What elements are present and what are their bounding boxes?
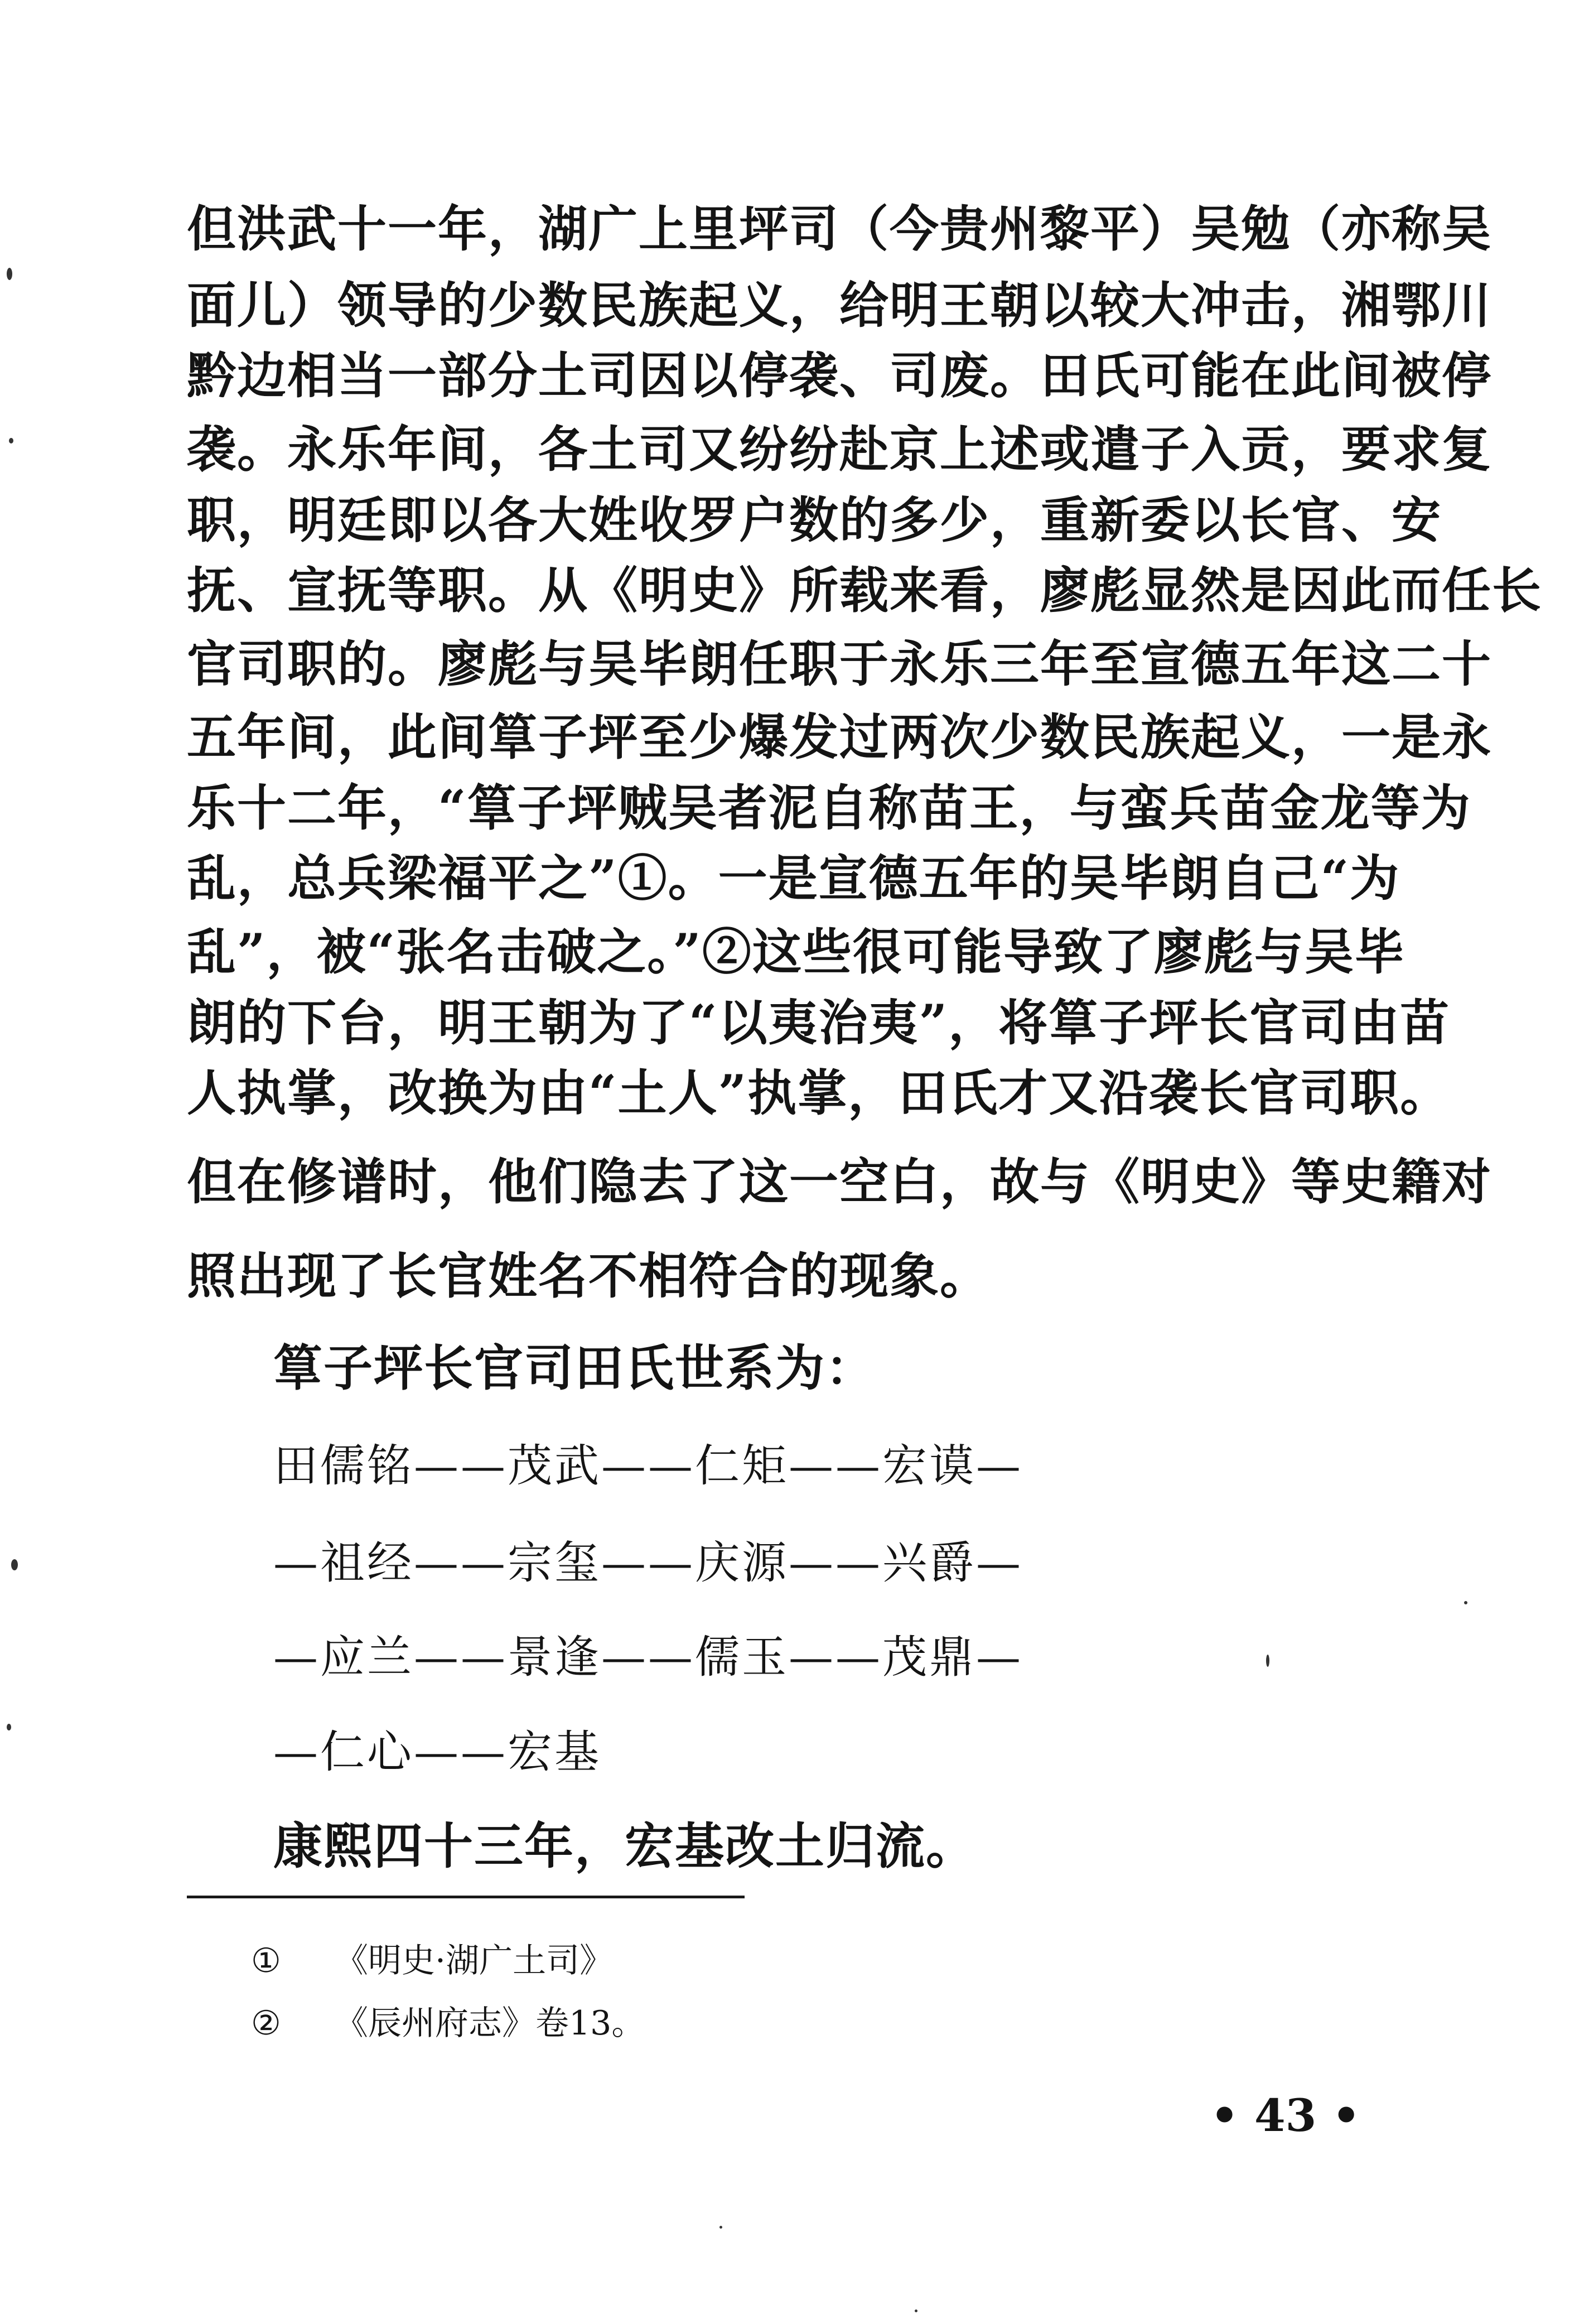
body-line: 乱”，被“张名击破之。”②这些很可能导致了廖彪与吴毕 (187, 923, 1405, 981)
body-line: 人执掌，改换为由“土人”执掌，田氏才又沿袭长官司职。 (187, 1064, 1451, 1122)
lineage-line: —祖经——宗玺——庆源——兴爵— (273, 1537, 1023, 1589)
body-line: 黔边相当一部分土司因以停袭、司废。田氏可能在此间被停 (187, 346, 1493, 404)
scan-speck (11, 1559, 18, 1570)
body-line: 照出现了长官姓名不相符合的现象。 (187, 1247, 991, 1305)
scan-speck (719, 2226, 722, 2229)
body-line: 官司职的。廖彪与吴毕朗任职于永乐三年至宣德五年这二十 (187, 635, 1493, 693)
scan-speck (7, 1724, 11, 1730)
body-line: 朗的下台，明王朝为了“以夷治夷”，将筸子坪长官司由苗 (187, 994, 1451, 1052)
body-line: 袭。永乐年间，各土司又纷纷赴京上述或遣子入贡，要求复 (187, 420, 1493, 478)
footnote-1-mark: ① (251, 1941, 281, 1980)
footnote-2 (251, 2001, 645, 2046)
body-line: 乱，总兵梁福平之”①。一是宣德五年的吴毕朗自己“为 (187, 849, 1400, 907)
footnote-1 (251, 1939, 613, 1983)
scan-speck (1464, 1601, 1467, 1604)
body-line: 抚、宣抚等职。从《明史》所载来看，廖彪显然是因此而任长 (187, 561, 1543, 619)
lineage-line: —仁心——宏基 (273, 1726, 601, 1778)
closing-line: 康熙四十三年，宏基改土归流。 (273, 1817, 977, 1875)
lineage-intro: 筸子坪长官司田氏世系为： (273, 1339, 876, 1397)
scan-speck (9, 438, 13, 443)
body-line: 乐十二年，“筸子坪贼吴者泥自称苗王，与蛮兵苗金龙等为 (187, 779, 1471, 837)
body-line: 但在修谱时，他们隐去了这一空白，故与《明史》等史籍对 (187, 1153, 1493, 1211)
body-line: 但洪武十一年，湖广上里坪司（今贵州黎平）吴勉（亦称吴 (187, 200, 1493, 258)
footnote-2-mark: ② (251, 2004, 281, 2043)
lineage-line: 田儒铭——茂武——仁矩——宏谟— (273, 1440, 1023, 1492)
page-number: • 43 • (1210, 2089, 1361, 2142)
body-line: 职，明廷即以各大姓收罗户数的多少，重新委以长官、安 (187, 491, 1442, 549)
scan-speck (1266, 1655, 1269, 1667)
footnote-2-text: 《辰州府志》卷13。 (335, 2004, 645, 2043)
footnote-divider (187, 1896, 745, 1898)
footnote-1-text: 《明史·湖广土司》 (335, 1941, 614, 1980)
body-line: 面儿）领导的少数民族起义，给明王朝以较大冲击，湘鄂川 (187, 276, 1493, 334)
body-line: 五年间，此间筸子坪至少爆发过两次少数民族起义，一是永 (187, 708, 1493, 766)
lineage-line: —应兰——景逢——儒玉——茂鼎— (273, 1631, 1023, 1683)
scan-speck (7, 268, 12, 280)
scan-speck (915, 2309, 917, 2312)
